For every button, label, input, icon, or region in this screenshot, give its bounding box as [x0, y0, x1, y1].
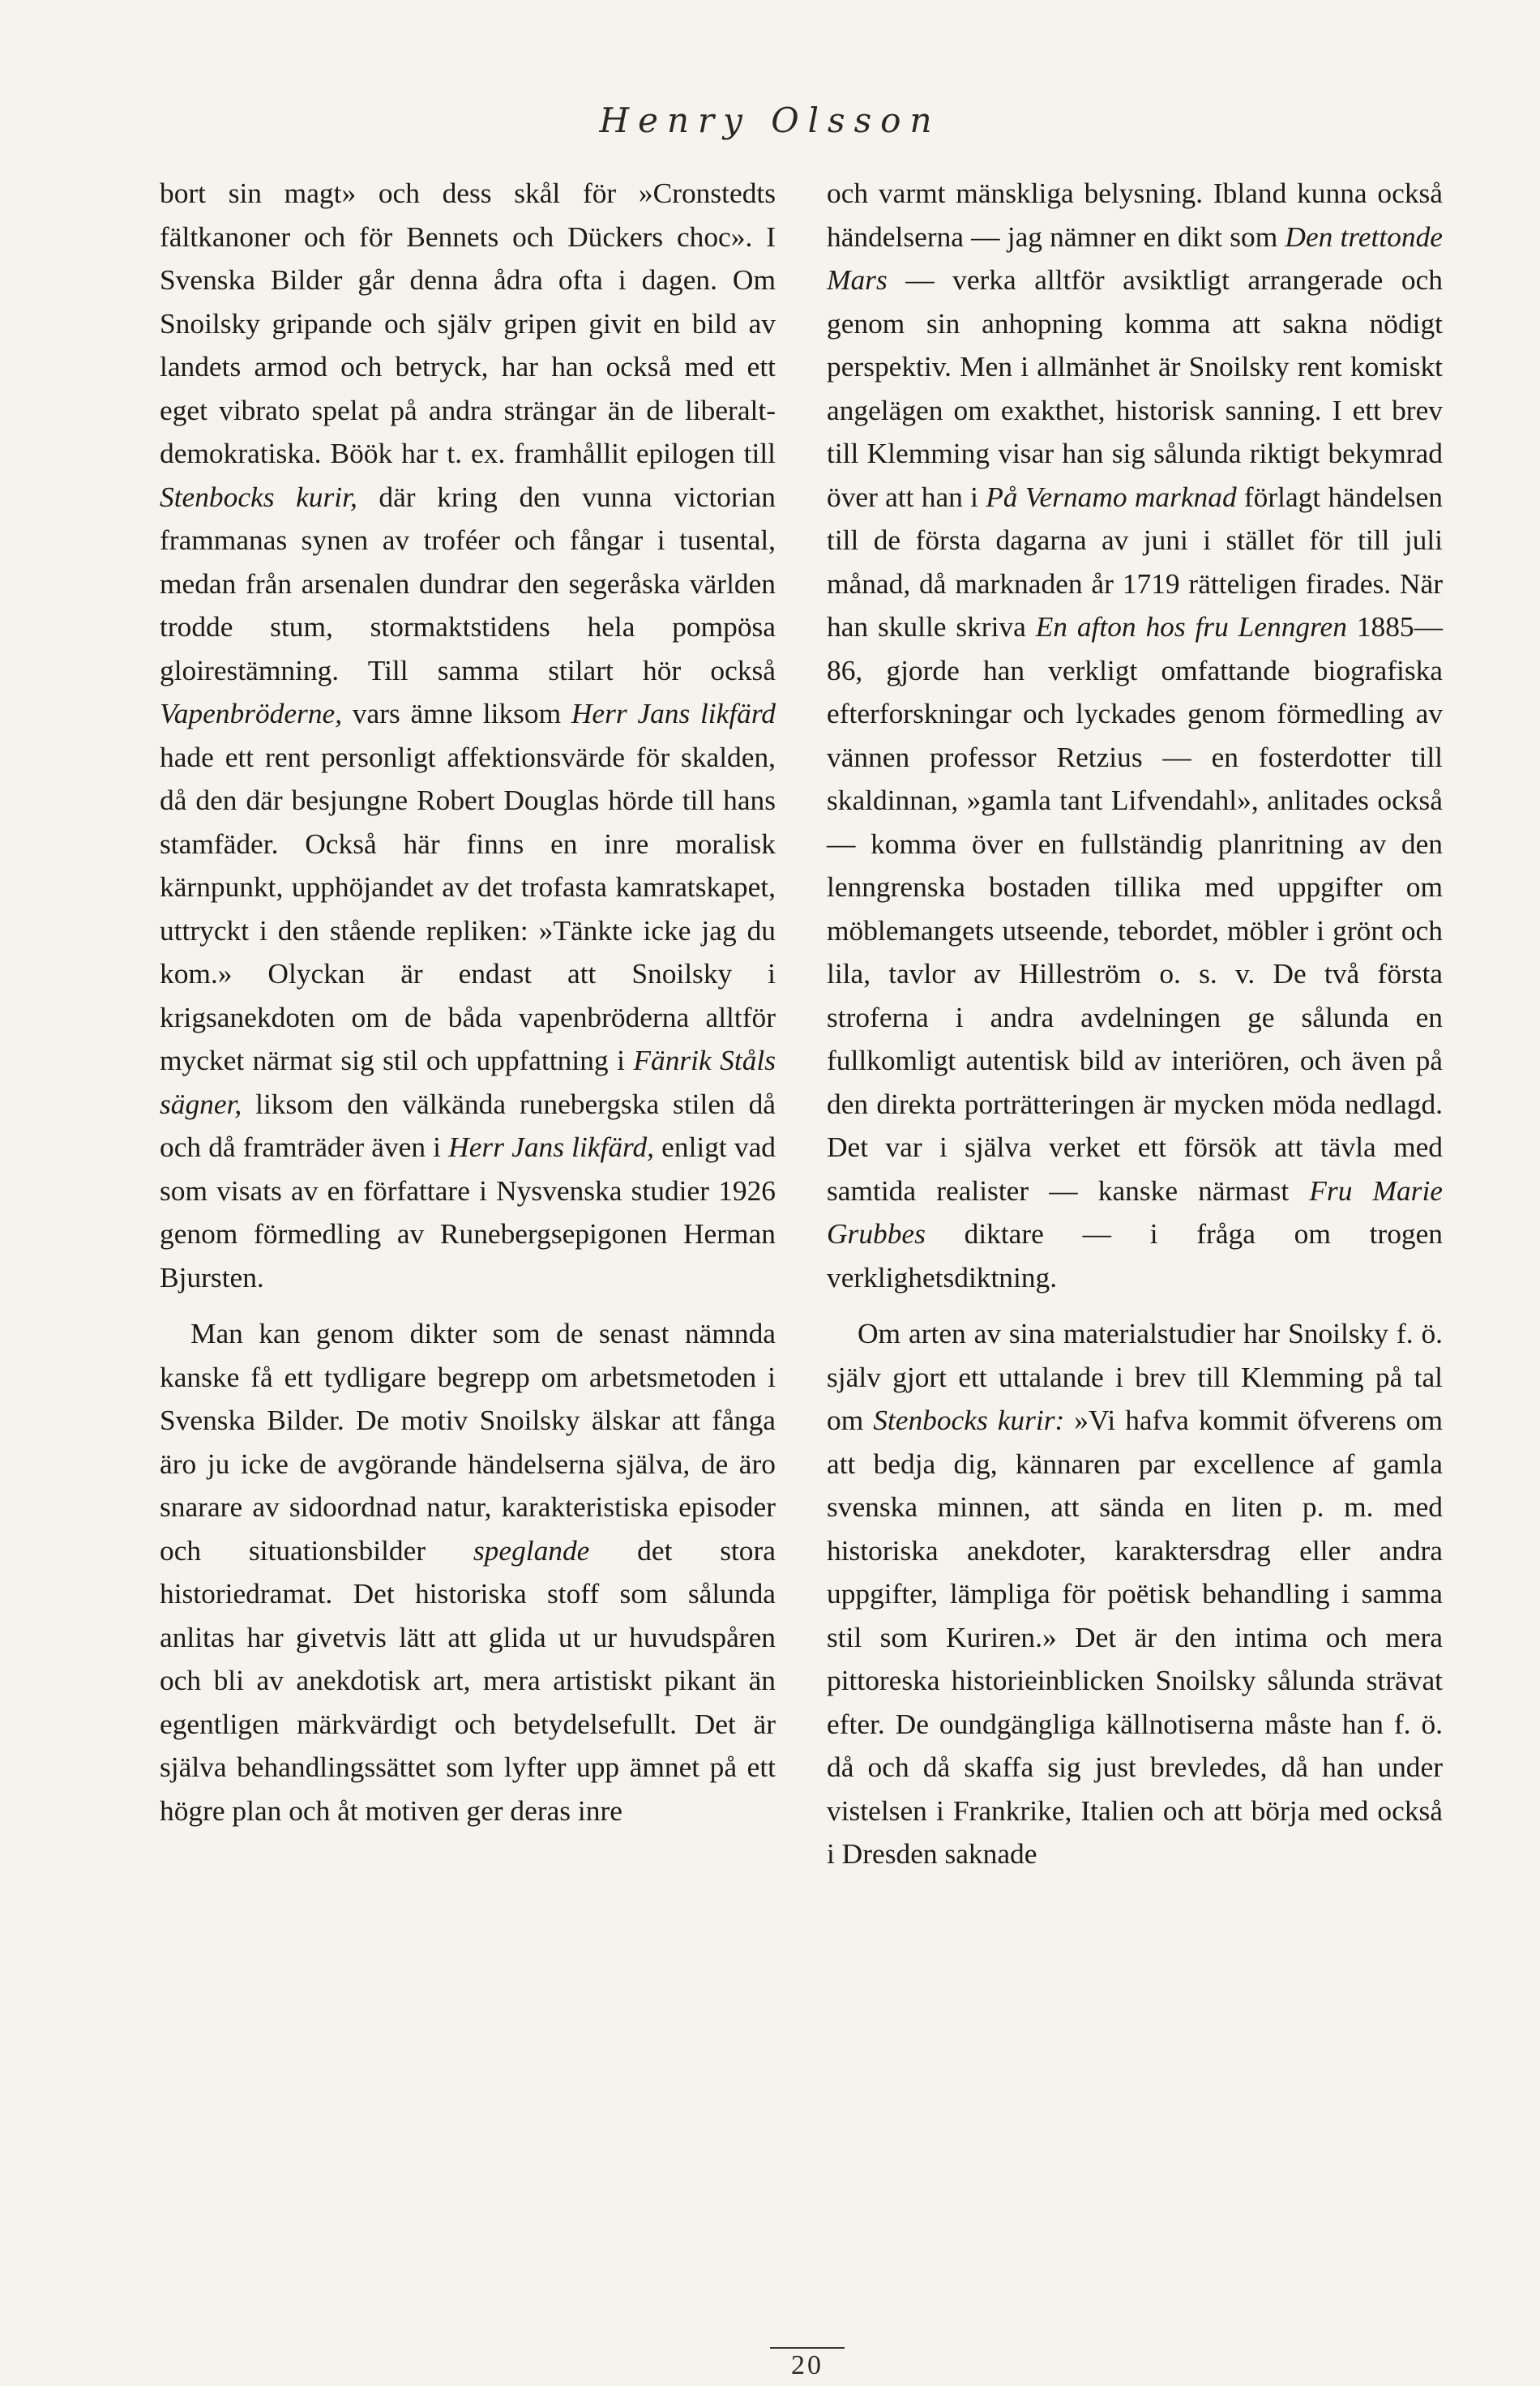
folio-rule: [770, 2347, 845, 2349]
running-head: Henry Olsson: [599, 100, 941, 140]
left-paragraph-2: Man kan genom dikter som de senast nämnda kanske få ett tydligare begrepp om arbetsmetoden i Svenska Bilder. De motiv Snoilsky älskar att fånga äro ju icke de avgörande händelserna själva, de äro snarare av sidoordnad natur, karakteristiska episoder och situationsbilder speglande det stora historiedramat. Det historiska stoff som sålunda anlitas har givetvis lätt att glida ut ur huvudspåren och bli av anekdotisk art, mera artistiskt pikant än egentligen märkvärdigt och betydelsefullt. Det är själva behandlingssättet som lyfter upp ämnet på ett högre plan och åt motiven ger deras inre: [160, 1317, 776, 1827]
right-paragraph-1: och varmt mänskliga belysning. Ibland kunna också händelserna — jag nämner en dikt som Den trettonde Mars — verka alltför avsiktligt arrangerade och genom sin anhopning komma att sakna nödigt perspektiv. Men i allmänhet är Snoilsky rent komiskt angelägen om exakthet, historisk sanning. I ett brev till Klemming visar han sig sålunda riktigt bekymrad över att han i På Vernamo marknad förlagt händelsen till de första dagarna av juni i stället för till juli månad, då marknaden år 1719 rätteligen firades. När han skulle skriva En afton hos fru Lenngren 1885—86, gjorde han verkligt omfattande biografiska efterforskningar och lyckades genom förmedling av vännen professor Retzius — en fosterdotter till skaldinnan, »gamla tant Lifvendahl», anlitades också — komma över en fullständig planritning av den lenngrenska bostaden tillika med uppgifter om möblemangets utseende, tebordet, möbler i grönt och lila, tavlor av Hilleström o. s. v. De två första stroferna i andra avdelningen ge sålunda en fullkomligt autentisk bild av interiören, och även på den direkta porträtteringen är mycken möda nedlagd. Det var i själva verket ett försök att tävla med samtida realister — kanske närmast Fru Marie Grubbes diktare — i fråga om trogen verklighetsdiktning.: [827, 177, 1443, 1293]
page-number: 20: [791, 2350, 823, 2380]
right-paragraph-2: Om arten av sina materialstudier har Snoilsky f. ö. själv gjort ett uttalande i brev till Klemming på tal om Stenbocks kurir: »Vi hafva kommit öfverens om att bedja dig, kännaren par excellence af gamla svenska minnen, att sända en liten p. m. med historiska anekdoter, karaktersdrag eller andra uppgifter, lämpliga för poëtisk behandling i samma stil som Kuriren.» Det är den intima och mera pittoreska historieinblicken Snoilsky sålunda strävat efter. De oundgängliga källnotiserna måste han f. ö. då och då skaffa sig just brevledes, då han under vistelsen i Frankrike, Italien och att börja med också i Dresden saknade: [827, 1317, 1443, 1870]
right-column: [827, 172, 1443, 1876]
left-column: [160, 172, 776, 1832]
left-paragraph-1: bort sin magt» och dess skål för »Cronstedts fältkanoner och för Bennets och Dückers choc». I Svenska Bilder går denna ådra ofta i dagen. Om Snoilsky gripande och själv gripen givit en bild av landets armod och betryck, har han också med ett eget vibrato spelat på andra strängar än de liberalt-demokratiska. Böök har t. ex. framhållit epilogen till Stenbocks kurir, där kring den vunna victorian frammanas synen av troféer och fångar i tusental, medan från arsenalen dundrar den segeråska världen trodde stum, stormaktstidens hela pompösa gloirestämning. Till samma stilart hör också Vapenbröderne, vars ämne liksom Herr Jans likfärd hade ett rent personligt affektionsvärde för skalden, då den där besjungne Robert Douglas hörde till hans stamfäder. Också här finns en inre moralisk kärnpunkt, upphöjandet av det trofasta kamratskapet, uttryckt i den stående repliken: »Tänkte icke jag du kom.» Olyckan är endast att Snoilsky i krigsanekdoten om de båda vapenbröderna alltför mycket närmat sig stil och uppfattning i Fänrik Ståls sägner, liksom den välkända runebergska stilen då och då framträder även i Herr Jans likfärd, enligt vad som visats av en författare i Nysvenska studier 1926 genom förmedling av Runebergsepigonen Herman Bjursten.: [160, 177, 776, 1293]
